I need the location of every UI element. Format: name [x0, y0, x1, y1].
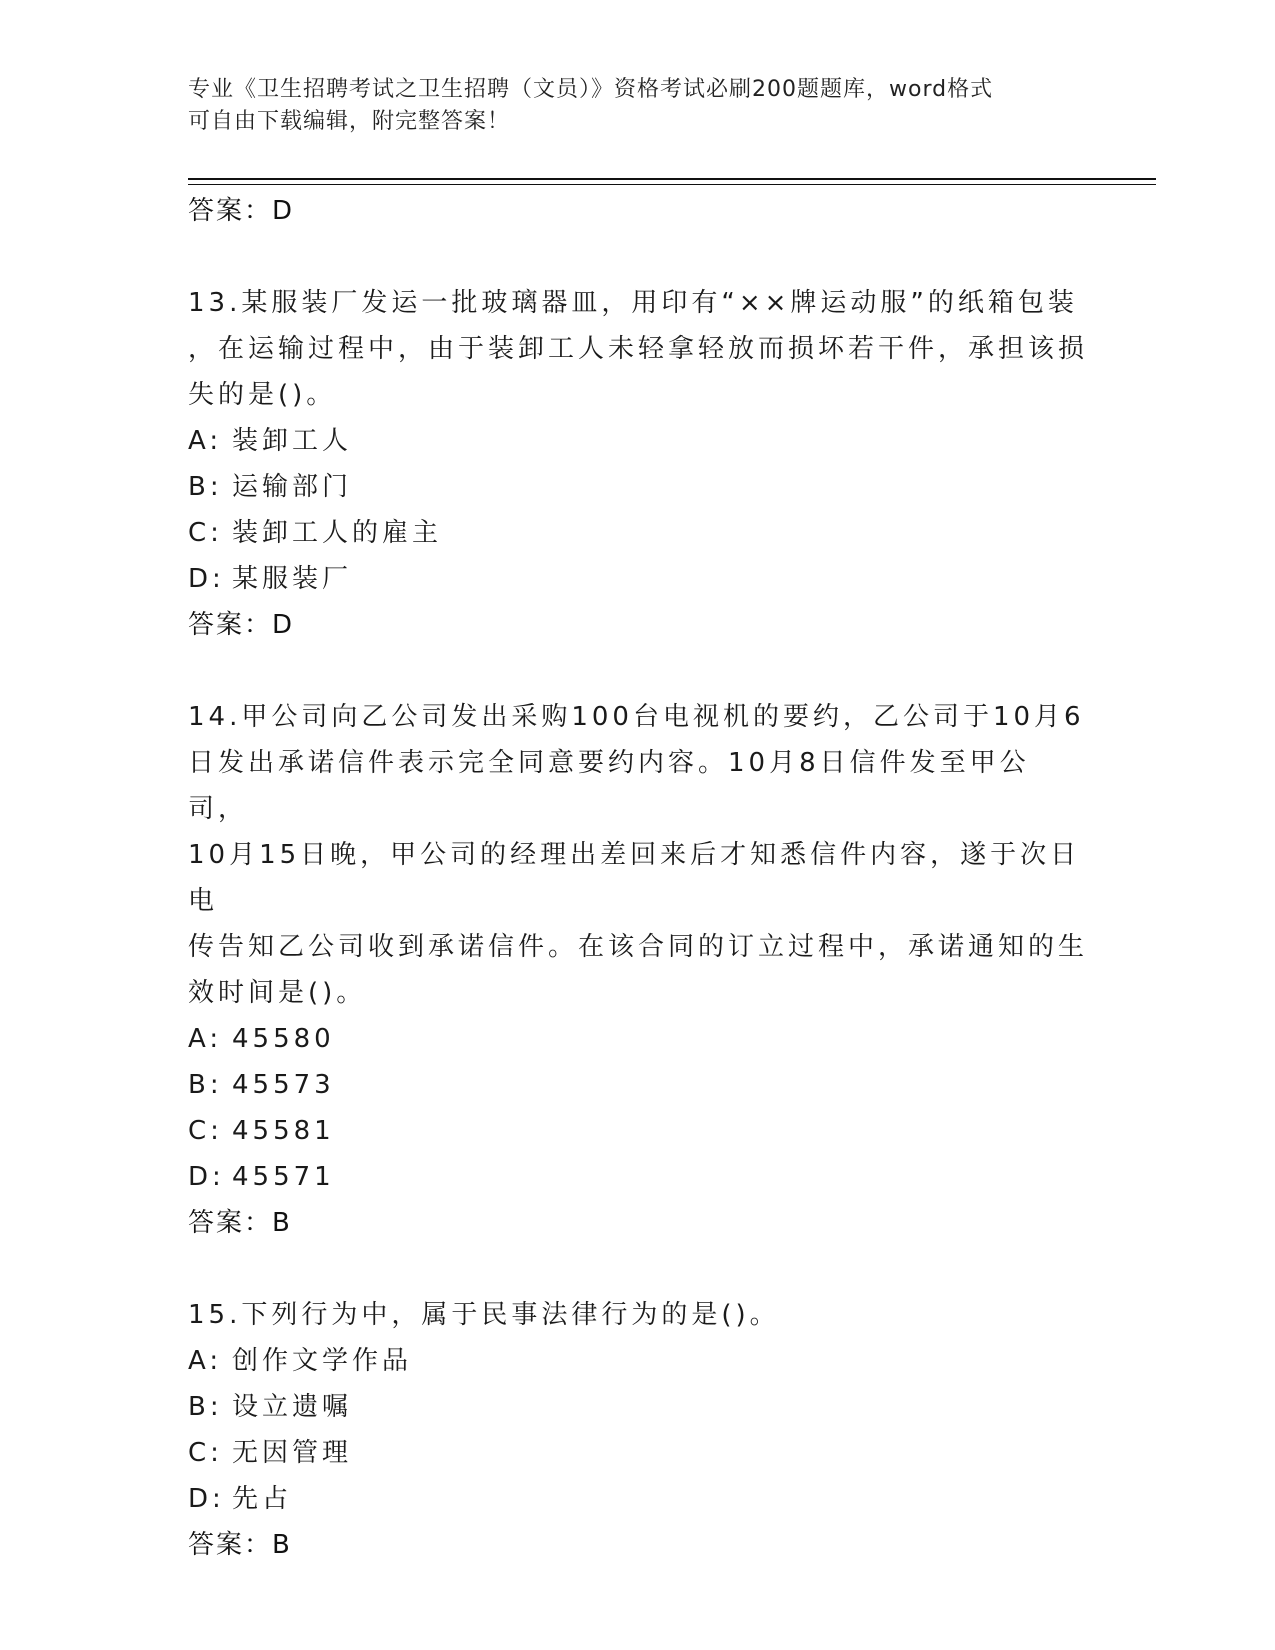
- option-text: 运输部门: [232, 472, 353, 502]
- question-14-line-1: 14.甲公司向乙公司发出采购100台电视机的要约，乙公司于10月6: [188, 702, 1085, 732]
- option-text: 45581: [232, 1116, 335, 1146]
- option-key: B:: [188, 1070, 223, 1100]
- question-15-option-b: [188, 1384, 1088, 1430]
- question-14-line-3: 10月15日晚，甲公司的经理出差回来后才知悉信件内容，遂于次日电: [188, 840, 1081, 916]
- question-13: [188, 280, 1088, 648]
- question-14: [188, 694, 1088, 1246]
- option-key: A:: [188, 1346, 223, 1376]
- question-15: [188, 1292, 1088, 1568]
- question-14-line-2: 日发出承诺信件表示完全同意要约内容。10月8日信件发至甲公司，: [188, 748, 1030, 824]
- document-header: [188, 74, 1088, 138]
- question-13-line-2: ，在运输过程中，由于装卸工人未轻拿轻放而损坏若干件，承担该损: [188, 334, 1089, 364]
- option-key: A:: [188, 426, 223, 456]
- spacer: [188, 234, 1088, 280]
- question-15-option-a: [188, 1338, 1088, 1384]
- question-13-line-1: 13.某服装厂发运一批玻璃器皿，用印有“××牌运动服”的纸箱包装: [188, 288, 1078, 318]
- question-13-line-3: 失的是()。: [188, 380, 337, 410]
- option-text: 先占: [232, 1484, 293, 1514]
- option-text: 45573: [232, 1070, 335, 1100]
- question-13-option-d: [188, 556, 1088, 602]
- question-14-option-c: [188, 1108, 1088, 1154]
- question-14-option-a: [188, 1016, 1088, 1062]
- option-key: C:: [188, 1438, 223, 1468]
- question-13-option-b: [188, 464, 1088, 510]
- previous-answer: 答案：D: [188, 196, 295, 226]
- option-text: 无因管理: [232, 1438, 353, 1468]
- option-key: D:: [188, 1162, 225, 1192]
- option-text: 创作文学作品: [232, 1346, 413, 1376]
- spacer: [188, 648, 1088, 694]
- header-line-2: 可自由下载编辑，附完整答案！: [188, 109, 511, 134]
- document-body: [188, 188, 1088, 1568]
- option-key: B:: [188, 472, 223, 502]
- question-14-answer: 答案：B: [188, 1208, 292, 1238]
- option-text: 45571: [232, 1162, 335, 1192]
- header-rule-thick: [188, 178, 1156, 180]
- option-text: 装卸工人的雇主: [232, 518, 443, 548]
- question-15-line-1: 15.下列行为中，属于民事法律行为的是()。: [188, 1300, 780, 1330]
- question-14-option-d: [188, 1154, 1088, 1200]
- option-key: B:: [188, 1392, 223, 1422]
- question-15-answer: 答案：B: [188, 1530, 292, 1560]
- spacer: [188, 1246, 1088, 1292]
- option-key: C:: [188, 518, 223, 548]
- option-text: 45580: [232, 1024, 335, 1054]
- question-13-option-a: [188, 418, 1088, 464]
- question-13-option-c: [188, 510, 1088, 556]
- option-key: C:: [188, 1116, 223, 1146]
- question-13-answer: 答案：D: [188, 610, 295, 640]
- option-key: D:: [188, 1484, 225, 1514]
- header-rule-thin: [188, 184, 1156, 185]
- question-15-option-c: [188, 1430, 1088, 1476]
- option-key: A:: [188, 1024, 223, 1054]
- option-text: 某服装厂: [232, 564, 353, 594]
- question-14-line-5: 效时间是()。: [188, 978, 367, 1008]
- question-14-option-b: [188, 1062, 1088, 1108]
- option-key: D:: [188, 564, 225, 594]
- option-text: 装卸工人: [232, 426, 353, 456]
- question-14-line-4: 传告知乙公司收到承诺信件。在该合同的订立过程中，承诺通知的生: [188, 932, 1089, 962]
- question-15-option-d: [188, 1476, 1088, 1522]
- option-text: 设立遗嘱: [232, 1392, 353, 1422]
- header-line-1: 专业《卫生招聘考试之卫生招聘（文员）》资格考试必刷200题题库，word格式: [188, 77, 994, 102]
